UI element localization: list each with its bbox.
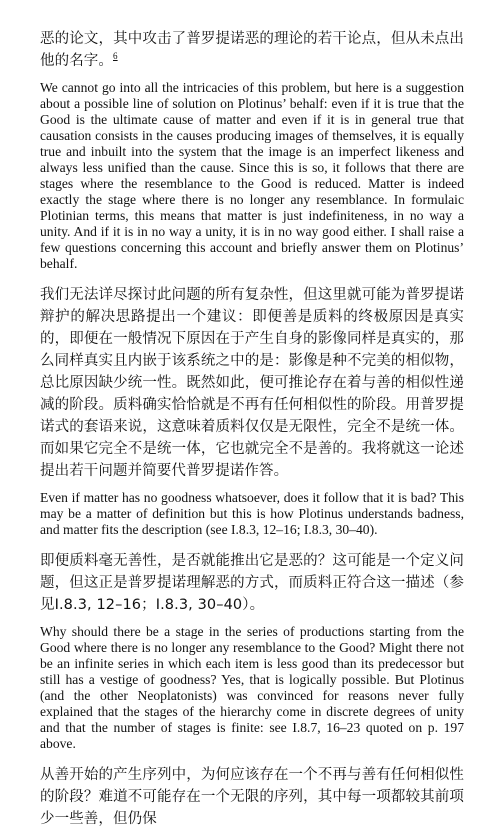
paragraph-zh-1 — [40, 28, 464, 72]
paragraph-en-1: We cannot go into all the intricacies of this problem, but here is a suggestion about a possible line of solution on Plotinus’ behalf: even if it is true that the Good is the ultimate cause of matter and even if it is in general true that causation consists in the causes producing images of themselves, it is equally true and inbuilt into the system that the image is an imperfect likeness and always less unified than the cause. Since this is so, it follows that there are stages where the resemblance to the Good is reduced. Matter is indeed exactly the stage where there is no longer any resemblance. In formulaic Plotinian terms, this means that matter is just indefiniteness, in no way a unity. And if it is in no way a unity, it is in no way good either. I shall raise a few questions concerning this account and briefly answer them on Plotinus’ behalf. — [40, 80, 464, 271]
paragraph-zh-4: 从善开始的产生序列中，为何应该存在一个不再与善有任何相似性的阶段？难道不可能存在一个无限的序列，其中每一项都较其前项少一些善，但仍保 — [40, 767, 464, 827]
paragraph-en-3: Why should there be a stage in the series of productions starting from the Good where there is no longer any resemblance to the Good? Might there not be an infinite series in which each item is less good than its predecessor but still has a vestige of goodness? Yes, that is logically possible. But Plotinus (and the other Neoplatonists) was convinced for reasons never fully explained that the stages of the hierarchy come in discrete degrees of unity and that the number of stages is finite: see I.8.7, 16–23 quoted on p. 197 above. — [40, 624, 464, 751]
paragraph-zh-3: 即便质料毫无善性，是否就能推出它是恶的？这可能是一个定义问题，但这正是普罗提诺理解恶的方式，而质料正符合这一描述（参见I.8.3, 12–16；I.8.3, 30–40）。 — [40, 553, 464, 613]
paragraph-text: 恶的论文，其中攻击了普罗提诺恶的理论的若干论点，但从未点出他的名字。 — [40, 31, 464, 69]
paragraph-en-2: Even if matter has no goodness whatsoever, does it follow that it is bad? This may be a matter of definition but this is how Plotinus understands badness, and matter fits the description (see I.8.3, 12–16; I.8.3, 30–40). — [40, 490, 464, 537]
paragraph-zh-2: 我们无法详尽探讨此问题的所有复杂性，但这里就可能为普罗提诺辩护的解决思路提出一个建议：即便善是质料的终极原因是真实的，即便在一般情况下原因在于产生自身的影像同样是真实的，那么同样真实且内嵌于该系统之中的是：影像是种不完美的相似物，总比原因缺少统一性。既然如此，便可推论存在着与善的相似性递减的阶段。质料确实恰恰就是不再有任何相似性的阶段。用普罗提诺式的套语来说，这意味着质料仅仅是无限性，完全不是统一体。而如果它完全不是统一体，它也就完全不是善的。我将就这一论述提出若干问题并简要代普罗提诺作答。 — [40, 287, 464, 479]
footnote-marker[interactable]: 6 — [113, 51, 118, 62]
document-page — [40, 28, 464, 838]
